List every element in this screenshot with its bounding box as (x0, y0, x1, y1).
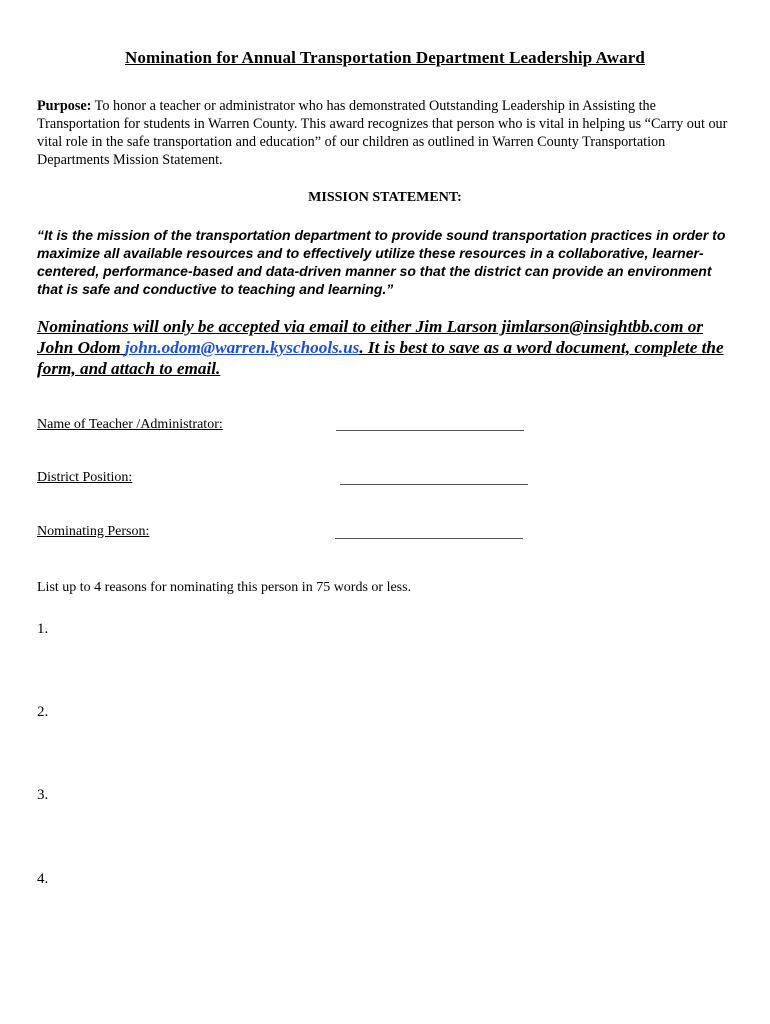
name-field-label: Name of Teacher /Administrator: (37, 417, 223, 432)
name-field-line[interactable] (336, 430, 524, 431)
submission-notice (37, 316, 737, 379)
position-field-line[interactable] (340, 484, 528, 485)
purpose-label: Purpose: (37, 98, 92, 114)
purpose-paragraph (37, 97, 737, 169)
mission-heading: MISSION STATEMENT: (308, 190, 462, 205)
nominator-field-label: Nominating Person: (37, 524, 150, 539)
notice-text-before: Nominations will only be accepted via email to either Jim Larson jimlarson@insightbb.com or John Odom (37, 317, 704, 357)
email-link[interactable]: john.odom@warren.kyschools.us (124, 338, 360, 357)
reasons-prompt: List up to 4 reasons for nominating this person in 75 words or less. (37, 580, 412, 595)
mission-statement: “It is the mission of the transportation department to provide sound transportation practices in order to maximize all available resources and to effectively utilize these resources in a collaborative, learner-centered, performance-based and data-driven manner so that the district can provide an environment that is safe and conductive to teaching and learning.” (37, 227, 726, 297)
position-field-label: District Position: (37, 470, 133, 485)
reason-number-3: 3. (37, 787, 49, 803)
notice-text-after: . It is best to save as a word document, complete the form, and attach to email. (37, 338, 724, 378)
purpose-text: To honor a teacher or administrator who has demonstrated Outstanding Leadership in Assisting the Transportation for students in Warren County. This award recognizes that person who is vital in helping us “Carry out our vital role in the safe transportation and education” of our children as outlined in Warren County Transportation Departments Mission Statement. (37, 98, 728, 168)
reason-number-4: 4. (37, 871, 49, 887)
nominator-field-line[interactable] (335, 538, 523, 539)
reason-number-1: 1. (37, 621, 49, 637)
reason-number-2: 2. (37, 704, 49, 720)
form-title: Nomination for Annual Transportation Department Leadership Award (125, 48, 645, 67)
